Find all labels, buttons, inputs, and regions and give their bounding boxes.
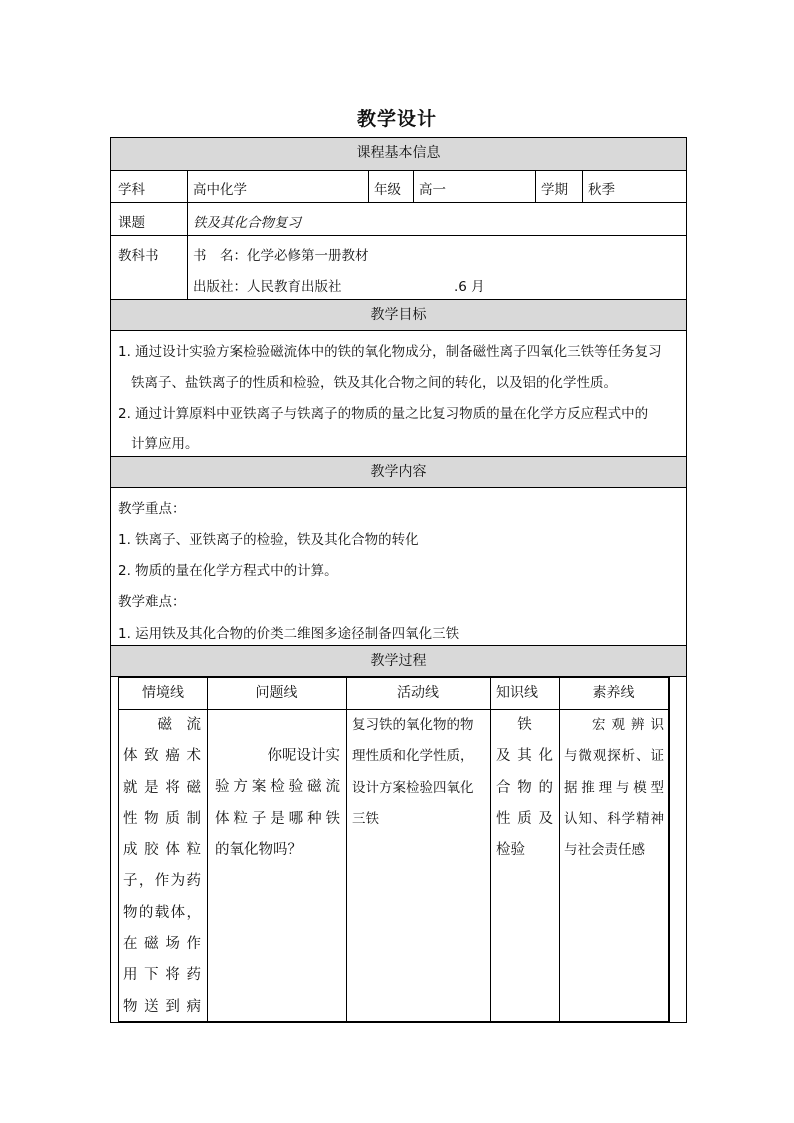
section-basic-info: 课程基本信息 bbox=[111, 138, 686, 170]
activity-line: 理性质和化学性质， bbox=[352, 748, 474, 765]
knowledge-line: 性质及 bbox=[496, 810, 553, 827]
goal-line-2: 铁离子、盐铁离子的性质和检验，铁及其化合物之间的转化，以及铝的化学性质。 bbox=[131, 375, 617, 391]
difficulty-label: 教学难点： bbox=[118, 594, 186, 610]
activity-line: 复习铁的氧化物的物 bbox=[352, 717, 474, 733]
goal-line-3: 2. 通过计算原料中亚铁离子与铁离子的物质的量之比复习物质的量在化学方反应程式中的 bbox=[118, 406, 649, 422]
process-table bbox=[118, 677, 670, 1022]
difficulty-point-1: 1. 运用铁及其化合物的价类二维图多途径制备四氧化三铁 bbox=[118, 626, 460, 642]
header-activity: 活动线 bbox=[397, 685, 439, 701]
knowledge-line: 检验 bbox=[496, 842, 525, 859]
situation-line: 就是将磁 bbox=[123, 779, 201, 796]
knowledge-cell bbox=[496, 710, 553, 866]
situation-line: 磁 流 bbox=[157, 717, 201, 733]
goal-line-4: 计算应用。 bbox=[131, 436, 199, 452]
literacy-cell bbox=[564, 710, 664, 866]
situation-line: 成胶体粒 bbox=[123, 842, 201, 859]
header-literacy: 素养线 bbox=[592, 685, 635, 701]
situation-line: 子，作为药 bbox=[123, 873, 201, 890]
section-goals: 教学目标 bbox=[111, 300, 686, 330]
question-cell bbox=[215, 741, 340, 866]
textbook-label: 教科书 bbox=[118, 248, 159, 264]
literacy-line: 认知、科学精神 bbox=[564, 810, 664, 827]
grade-value: 高一 bbox=[419, 182, 446, 198]
question-line: 验方案检验磁流 bbox=[215, 779, 340, 796]
literacy-line: 宏观辨识 bbox=[592, 717, 664, 733]
header-knowledge: 知识线 bbox=[496, 685, 538, 701]
book-name: 书 名：化学必修第一册教材 bbox=[193, 248, 369, 264]
header-question: 问题线 bbox=[255, 685, 298, 701]
knowledge-line: 及其化 bbox=[496, 748, 553, 765]
activity-line: 设计方案检验四氧化 bbox=[352, 779, 474, 796]
knowledge-line: 铁 bbox=[517, 717, 532, 733]
subject-label: 学科 bbox=[118, 182, 145, 198]
knowledge-line: 合物的 bbox=[496, 779, 553, 796]
topic-label: 课题 bbox=[118, 215, 145, 231]
key-point-2: 2. 物质的量在化学方程式中的计算。 bbox=[118, 563, 338, 579]
situation-line: 性物质制 bbox=[123, 810, 201, 827]
activity-line: 三铁 bbox=[352, 810, 379, 827]
section-process: 教学过程 bbox=[111, 646, 686, 676]
key-point-1: 1. 铁离子、亚铁离子的检验，铁及其化合物的转化 bbox=[118, 532, 419, 548]
literacy-line: 与微观探析、证 bbox=[564, 748, 664, 765]
term-label: 学期 bbox=[541, 182, 568, 198]
publish-month: .6 月 bbox=[454, 279, 485, 295]
publisher: 出版社：人民教育出版社 bbox=[193, 279, 342, 295]
question-line: 你呢设计实 bbox=[267, 748, 340, 764]
situation-line: 在磁场作 bbox=[123, 936, 201, 953]
question-line: 的氧化物吗？ bbox=[215, 841, 302, 858]
question-line: 体粒子是哪种铁 bbox=[215, 810, 340, 827]
situation-line: 物送到病 bbox=[123, 998, 201, 1015]
situation-line: 体致癌术 bbox=[123, 748, 201, 765]
literacy-line: 与社会责任感 bbox=[564, 842, 645, 859]
header-situation: 情境线 bbox=[142, 685, 184, 701]
literacy-line: 据推理与模型 bbox=[564, 779, 664, 796]
topic-value: 铁及其化合物复习 bbox=[193, 215, 301, 231]
goal-line-1: 1. 通过设计实验方案检验磁流体中的铁的氧化物成分，制备磁性离子四氧化三铁等任务复习 bbox=[118, 344, 662, 360]
situation-line: 用下将药 bbox=[123, 967, 201, 984]
situation-line: 物的载体， bbox=[123, 904, 201, 921]
key-points-label: 教学重点： bbox=[118, 501, 186, 517]
activity-cell bbox=[352, 710, 486, 835]
page-title: 教学设计 bbox=[356, 108, 437, 130]
grade-label: 年级 bbox=[374, 182, 401, 198]
term-value: 秋季 bbox=[588, 182, 615, 198]
section-content: 教学内容 bbox=[111, 457, 686, 487]
subject-value: 高中化学 bbox=[193, 182, 247, 198]
situation-cell bbox=[123, 710, 201, 1023]
